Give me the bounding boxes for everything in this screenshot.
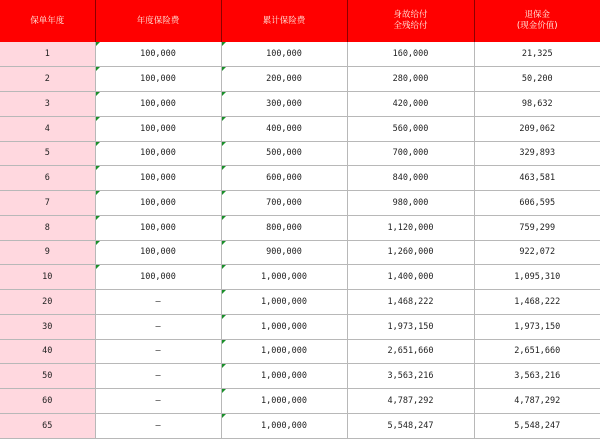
cell-death-benefit[interactable]: 5,548,247 [347,413,474,438]
cell-cumulative-premium[interactable]: 100,000 [221,42,347,67]
table-row [0,339,600,364]
table-row [0,42,600,67]
table-row [0,413,600,438]
table-row [0,92,600,117]
cell-annual-premium[interactable]: — [95,314,221,339]
cell-cumulative-premium[interactable]: 1,000,000 [221,364,347,389]
cell-surrender-value[interactable]: 1,468,222 [474,290,600,315]
cell-policy-year[interactable]: 30 [0,314,95,339]
cell-policy-year[interactable]: 60 [0,389,95,414]
cell-cumulative-premium[interactable]: 400,000 [221,116,347,141]
header-row [0,0,600,42]
table-row [0,215,600,240]
cell-cumulative-premium[interactable]: 600,000 [221,166,347,191]
table-row [0,290,600,315]
table-row [0,389,600,414]
table-row [0,116,600,141]
cell-policy-year[interactable]: 10 [0,265,95,290]
cell-policy-year[interactable]: 4 [0,116,95,141]
cell-cumulative-premium[interactable]: 1,000,000 [221,290,347,315]
cell-cumulative-premium[interactable]: 500,000 [221,141,347,166]
table-row [0,364,600,389]
cell-annual-premium[interactable]: 100,000 [95,67,221,92]
cell-annual-premium[interactable]: — [95,290,221,315]
cell-surrender-value[interactable]: 50,200 [474,67,600,92]
header-policy-year[interactable] [0,0,95,42]
cell-policy-year[interactable]: 5 [0,141,95,166]
table-row [0,191,600,216]
table-row [0,166,600,191]
cell-cumulative-premium[interactable]: 1,000,000 [221,339,347,364]
cell-cumulative-premium[interactable]: 300,000 [221,92,347,117]
cell-surrender-value[interactable]: 463,581 [474,166,600,191]
cell-surrender-value[interactable]: 3,563,216 [474,364,600,389]
cell-annual-premium[interactable]: 100,000 [95,215,221,240]
header-label: 退保金 [524,10,550,20]
cell-policy-year[interactable]: 8 [0,215,95,240]
cell-death-benefit[interactable]: 2,651,660 [347,339,474,364]
cell-death-benefit[interactable]: 1,400,000 [347,265,474,290]
cell-policy-year[interactable]: 50 [0,364,95,389]
cell-policy-year[interactable]: 9 [0,240,95,265]
header-label: 累计保险费 [262,15,306,26]
table-row [0,67,600,92]
cell-policy-year[interactable]: 6 [0,166,95,191]
cell-policy-year[interactable]: 40 [0,339,95,364]
cell-surrender-value[interactable]: 1,973,150 [474,314,600,339]
cell-death-benefit[interactable]: 160,000 [347,42,474,67]
cell-annual-premium[interactable]: 100,000 [95,141,221,166]
cell-death-benefit[interactable]: 420,000 [347,92,474,117]
cell-policy-year[interactable]: 20 [0,290,95,315]
cell-cumulative-premium[interactable]: 200,000 [221,67,347,92]
cell-annual-premium[interactable]: — [95,364,221,389]
cell-surrender-value[interactable]: 922,072 [474,240,600,265]
cell-annual-premium[interactable]: 100,000 [95,92,221,117]
cell-death-benefit[interactable]: 3,563,216 [347,364,474,389]
cell-death-benefit[interactable]: 4,787,292 [347,389,474,414]
cell-cumulative-premium[interactable]: 1,000,000 [221,265,347,290]
cell-policy-year[interactable]: 1 [0,42,95,67]
cell-death-benefit[interactable]: 840,000 [347,166,474,191]
table-row [0,314,600,339]
cell-policy-year[interactable]: 7 [0,191,95,216]
cell-death-benefit[interactable]: 700,000 [347,141,474,166]
cell-cumulative-premium[interactable]: 900,000 [221,240,347,265]
cell-cumulative-premium[interactable]: 800,000 [221,215,347,240]
header-cumulative-premium[interactable] [221,0,347,42]
cell-policy-year[interactable]: 2 [0,67,95,92]
cell-death-benefit[interactable]: 1,973,150 [347,314,474,339]
header-label: (现金价值) [516,21,558,31]
cell-annual-premium[interactable]: — [95,339,221,364]
cell-annual-premium[interactable]: 100,000 [95,116,221,141]
cell-annual-premium[interactable]: 100,000 [95,42,221,67]
cell-surrender-value[interactable]: 21,325 [474,42,600,67]
cell-cumulative-premium[interactable]: 1,000,000 [221,413,347,438]
cell-death-benefit[interactable]: 1,120,000 [347,215,474,240]
cell-annual-premium[interactable]: — [95,389,221,414]
cell-annual-premium[interactable]: 100,000 [95,166,221,191]
header-surrender-value[interactable] [474,0,600,42]
header-label: 全残给付 [393,21,428,31]
cell-cumulative-premium[interactable]: 700,000 [221,191,347,216]
cell-surrender-value[interactable]: 1,095,310 [474,265,600,290]
cell-surrender-value[interactable]: 4,787,292 [474,389,600,414]
cell-surrender-value[interactable]: 329,893 [474,141,600,166]
cell-surrender-value[interactable]: 5,548,247 [474,413,600,438]
table-body [0,42,600,438]
cell-annual-premium[interactable]: 100,000 [95,191,221,216]
cell-surrender-value[interactable]: 759,299 [474,215,600,240]
cell-surrender-value[interactable]: 2,651,660 [474,339,600,364]
cell-annual-premium[interactable]: — [95,413,221,438]
cell-cumulative-premium[interactable]: 1,000,000 [221,314,347,339]
cell-cumulative-premium[interactable]: 1,000,000 [221,389,347,414]
cell-policy-year[interactable]: 65 [0,413,95,438]
cell-death-benefit[interactable]: 280,000 [347,67,474,92]
table-header [0,0,600,42]
table-row [0,265,600,290]
cell-death-benefit[interactable]: 980,000 [347,191,474,216]
header-label: 保单年度 [30,15,65,26]
cell-death-benefit[interactable]: 1,468,222 [347,290,474,315]
cell-annual-premium[interactable]: 100,000 [95,265,221,290]
cell-surrender-value[interactable]: 606,595 [474,191,600,216]
cell-surrender-value[interactable]: 209,062 [474,116,600,141]
cell-surrender-value[interactable]: 98,632 [474,92,600,117]
header-label: 年度保险费 [136,15,180,26]
table-row [0,240,600,265]
cell-annual-premium[interactable]: 100,000 [95,240,221,265]
table-row [0,141,600,166]
cell-policy-year[interactable]: 3 [0,92,95,117]
cell-death-benefit[interactable]: 1,260,000 [347,240,474,265]
header-death-disability-benefit[interactable] [347,0,474,42]
cell-death-benefit[interactable]: 560,000 [347,116,474,141]
header-label: 身故给付 [393,10,428,20]
header-annual-premium[interactable] [95,0,221,42]
